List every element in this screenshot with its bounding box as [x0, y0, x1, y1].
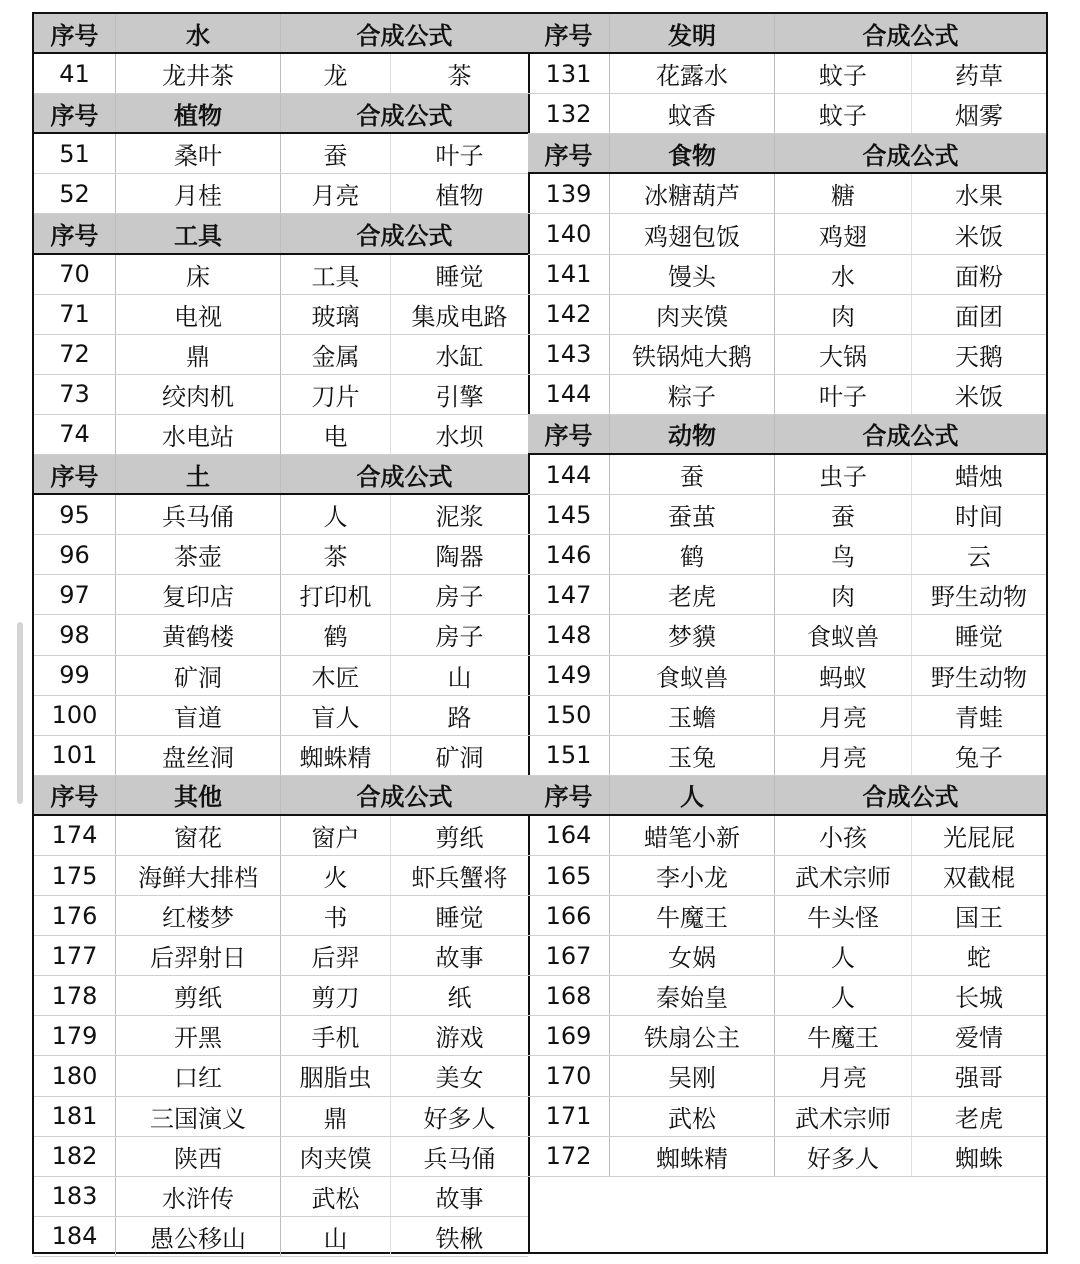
ingredient-b: 铁楸 [435, 1224, 484, 1253]
section-header [528, 415, 1046, 455]
ingredient-a: 鸡翅 [775, 214, 912, 253]
item-name: 盲道 [116, 696, 281, 735]
ingredient-b: 路 [447, 703, 472, 732]
ingredient-a: 人 [775, 936, 912, 975]
header-category: 土 [116, 455, 281, 493]
ingredient-a: 蚊子 [775, 94, 912, 133]
table-row [528, 214, 1046, 254]
header-category: 工具 [116, 214, 281, 252]
item-number: 175 [34, 856, 116, 895]
header-number: 序号 [34, 214, 116, 252]
ingredient-a: 糖 [775, 174, 912, 213]
ingredient-a: 武术宗师 [775, 1097, 912, 1136]
item-number: 132 [528, 94, 610, 133]
table-row [528, 1056, 1046, 1096]
table-row [34, 575, 528, 615]
item-name: 鹤 [610, 535, 775, 574]
item-name: 月桂 [116, 174, 281, 213]
item-number: 96 [34, 535, 116, 574]
ingredient-b: 睡觉 [955, 623, 1003, 652]
item-number: 70 [34, 255, 116, 294]
item-number: 184 [34, 1217, 116, 1256]
table-row [528, 455, 1046, 495]
item-name: 蚕 [610, 455, 775, 494]
ingredient-b: 房子 [435, 623, 484, 652]
ingredient-b: 叶子 [435, 142, 484, 171]
section-header [34, 214, 528, 254]
ingredient-a: 肉夹馍 [281, 1137, 391, 1176]
item-name: 窗花 [116, 816, 281, 855]
item-name: 铁锅炖大鹅 [610, 335, 775, 374]
ingredient-b: 强哥 [955, 1064, 1003, 1093]
item-number: 150 [528, 696, 610, 735]
item-name: 馒头 [610, 255, 775, 294]
item-number: 100 [34, 696, 116, 735]
ingredient-a: 窗户 [281, 816, 391, 855]
header-number: 序号 [34, 455, 116, 493]
header-number: 序号 [34, 776, 116, 814]
item-name: 盘丝洞 [116, 736, 281, 775]
table-row [528, 174, 1046, 214]
table-row [34, 936, 528, 976]
item-number: 183 [34, 1177, 116, 1216]
section-header [528, 134, 1046, 174]
item-number: 71 [34, 295, 116, 334]
item-name: 老虎 [610, 575, 775, 614]
ingredient-a: 鸟 [775, 535, 912, 574]
ingredient-a: 肉 [775, 575, 912, 614]
item-name: 剪纸 [116, 976, 281, 1015]
item-number: 101 [34, 736, 116, 775]
table-row [34, 1177, 528, 1217]
ingredient-a: 山 [281, 1217, 391, 1256]
ingredient-a: 金属 [281, 335, 391, 374]
item-number: 171 [528, 1097, 610, 1136]
item-number: 177 [34, 936, 116, 975]
table-row [528, 816, 1046, 856]
ingredient-a: 大锅 [775, 335, 912, 374]
ingredient-b: 光屁屁 [943, 823, 1015, 852]
ingredient-a: 蚂蚁 [775, 656, 912, 695]
item-number: 176 [34, 896, 116, 935]
ingredient-a: 胭脂虫 [281, 1056, 391, 1095]
ingredient-b: 长城 [955, 984, 1003, 1013]
item-number: 139 [528, 174, 610, 213]
item-number: 151 [528, 736, 610, 775]
header-category: 水 [116, 14, 281, 52]
item-name: 鼎 [116, 335, 281, 374]
table-row [528, 295, 1046, 335]
ingredient-b: 矿洞 [435, 743, 484, 772]
ingredient-b: 故事 [435, 1184, 484, 1213]
ingredient-b: 水坝 [435, 422, 484, 451]
item-number: 181 [34, 1097, 116, 1136]
table-row [34, 134, 528, 174]
table-row [528, 896, 1046, 936]
table-row [34, 856, 528, 896]
ingredient-a: 刀片 [281, 375, 391, 414]
header-category: 人 [610, 776, 775, 814]
ingredient-a: 龙 [281, 54, 391, 93]
item-number: 147 [528, 575, 610, 614]
item-number: 180 [34, 1056, 116, 1095]
item-name: 水电站 [116, 415, 281, 454]
item-name: 矿洞 [116, 656, 281, 695]
ingredient-a: 木匠 [281, 656, 391, 695]
ingredient-a: 月亮 [775, 1056, 912, 1095]
ingredient-a: 鼎 [281, 1097, 391, 1136]
table-row [34, 615, 528, 655]
item-name: 后羿射日 [116, 936, 281, 975]
item-name: 蚊香 [610, 94, 775, 133]
ingredient-a: 后羿 [281, 936, 391, 975]
item-number: 95 [34, 495, 116, 534]
item-name: 蜡笔小新 [610, 816, 775, 855]
table-row [34, 255, 528, 295]
item-number: 74 [34, 415, 116, 454]
ingredient-a: 盲人 [281, 696, 391, 735]
recipe-table [32, 12, 1048, 1254]
item-number: 142 [528, 295, 610, 334]
table-row [528, 696, 1046, 736]
right-column [528, 14, 1046, 1177]
ingredient-b: 故事 [435, 944, 484, 973]
item-number: 98 [34, 615, 116, 654]
item-number: 149 [528, 656, 610, 695]
ingredient-b: 纸 [447, 984, 472, 1013]
item-name: 床 [116, 255, 281, 294]
item-name: 复印店 [116, 575, 281, 614]
section-header [34, 776, 528, 816]
item-name: 玉兔 [610, 736, 775, 775]
ingredient-a: 书 [281, 896, 391, 935]
table-row [34, 1097, 528, 1137]
table-row [528, 736, 1046, 776]
item-name: 开黑 [116, 1016, 281, 1055]
ingredient-b: 集成电路 [411, 302, 508, 331]
item-name: 三国演义 [116, 1097, 281, 1136]
header-category: 动物 [610, 415, 775, 453]
ingredient-b: 云 [967, 543, 991, 572]
item-name: 龙井茶 [116, 54, 281, 93]
table-row [528, 1137, 1046, 1177]
ingredient-a: 月亮 [775, 736, 912, 775]
ingredient-b: 引擎 [435, 382, 484, 411]
header-formula: 合成公式 [356, 101, 453, 130]
table-row [528, 335, 1046, 375]
ingredient-a: 月亮 [281, 174, 391, 213]
header-formula: 合成公式 [356, 462, 453, 491]
item-number: 144 [528, 455, 610, 494]
item-name: 武松 [610, 1097, 775, 1136]
ingredient-b: 兵马俑 [423, 1144, 496, 1173]
item-number: 167 [528, 936, 610, 975]
item-number: 99 [34, 656, 116, 695]
table-row [528, 495, 1046, 535]
item-name: 口红 [116, 1056, 281, 1095]
item-name: 水浒传 [116, 1177, 281, 1216]
ingredient-a: 好多人 [775, 1137, 912, 1176]
ingredient-a: 牛头怪 [775, 896, 912, 935]
header-category: 发明 [610, 14, 775, 52]
table-row [528, 54, 1046, 94]
table-row [34, 696, 528, 736]
header-category: 其他 [116, 776, 281, 814]
item-name: 黄鹤楼 [116, 615, 281, 654]
ingredient-a: 叶子 [775, 375, 912, 414]
item-number: 143 [528, 335, 610, 374]
item-number: 144 [528, 375, 610, 414]
ingredient-b: 剪纸 [435, 823, 484, 852]
table-row [34, 54, 528, 94]
item-number: 41 [34, 54, 116, 93]
ingredient-b: 茶 [447, 62, 472, 91]
table-row [34, 1217, 528, 1257]
section-header [528, 776, 1046, 816]
item-name: 海鲜大排档 [116, 856, 281, 895]
table-row [34, 174, 528, 214]
item-number: 182 [34, 1137, 116, 1176]
item-number: 72 [34, 335, 116, 374]
ingredient-b: 野生动物 [931, 583, 1027, 612]
ingredient-b: 时间 [955, 503, 1003, 532]
item-number: 52 [34, 174, 116, 213]
header-number: 序号 [34, 14, 116, 52]
item-number: 168 [528, 976, 610, 1015]
header-number: 序号 [528, 134, 610, 172]
table-row [34, 375, 528, 415]
item-number: 148 [528, 615, 610, 654]
left-column [34, 14, 530, 1252]
table-row [528, 856, 1046, 896]
item-name: 食蚁兽 [610, 656, 775, 695]
ingredient-b: 游戏 [435, 1024, 484, 1053]
header-category: 食物 [610, 134, 775, 172]
ingredient-a: 月亮 [775, 696, 912, 735]
item-name: 花露水 [610, 54, 775, 93]
item-name: 红楼梦 [116, 896, 281, 935]
ingredient-b: 药草 [955, 62, 1003, 91]
item-name: 蜘蛛精 [610, 1137, 775, 1176]
ingredient-b: 水果 [955, 182, 1003, 211]
table-row [34, 656, 528, 696]
item-name: 女娲 [610, 936, 775, 975]
ingredient-a: 剪刀 [281, 976, 391, 1015]
header-formula: 合成公式 [862, 141, 959, 170]
ingredient-a: 水 [775, 255, 912, 294]
ingredient-a: 茶 [281, 535, 391, 574]
item-name: 铁扇公主 [610, 1016, 775, 1055]
header-number: 序号 [528, 776, 610, 814]
ingredient-a: 蚕 [775, 495, 912, 534]
table-row [34, 1056, 528, 1096]
header-number: 序号 [528, 14, 610, 52]
ingredient-a: 蚕 [281, 134, 391, 173]
ingredient-b: 米饭 [955, 222, 1003, 251]
ingredient-a: 虫子 [775, 455, 912, 494]
item-name: 蚕茧 [610, 495, 775, 534]
item-name: 梦貘 [610, 615, 775, 654]
ingredient-b: 蜡烛 [955, 463, 1003, 492]
ingredient-a: 电 [281, 415, 391, 454]
item-name: 电视 [116, 295, 281, 334]
header-formula: 合成公式 [356, 222, 453, 251]
item-number: 165 [528, 856, 610, 895]
ingredient-a: 手机 [281, 1016, 391, 1055]
item-name: 玉蟾 [610, 696, 775, 735]
item-number: 170 [528, 1056, 610, 1095]
item-number: 164 [528, 816, 610, 855]
item-number: 179 [34, 1016, 116, 1055]
item-number: 131 [528, 54, 610, 93]
item-number: 141 [528, 255, 610, 294]
table-row [34, 495, 528, 535]
ingredient-b: 陶器 [435, 543, 484, 572]
table-row [528, 255, 1046, 295]
table-row [528, 976, 1046, 1016]
item-number: 178 [34, 976, 116, 1015]
item-name: 牛魔王 [610, 896, 775, 935]
item-number: 140 [528, 214, 610, 253]
header-category: 植物 [116, 94, 281, 132]
table-row [34, 1016, 528, 1056]
section-header [528, 14, 1046, 54]
header-number: 序号 [528, 415, 610, 453]
item-number: 145 [528, 495, 610, 534]
item-name: 陕西 [116, 1137, 281, 1176]
item-number: 73 [34, 375, 116, 414]
table-row [34, 295, 528, 335]
item-name: 兵马俑 [116, 495, 281, 534]
table-row [528, 656, 1046, 696]
item-number: 146 [528, 535, 610, 574]
ingredient-a: 打印机 [281, 575, 391, 614]
ingredient-b: 烟雾 [955, 102, 1003, 131]
table-row [34, 1137, 528, 1177]
ingredient-b: 植物 [435, 182, 484, 211]
table-row [34, 335, 528, 375]
ingredient-a: 鹤 [281, 615, 391, 654]
ingredient-b: 天鹅 [955, 342, 1003, 371]
table-row [528, 1097, 1046, 1137]
section-header [34, 14, 528, 54]
scrollbar[interactable] [17, 622, 23, 804]
ingredient-a: 武松 [281, 1177, 391, 1216]
table-row [34, 736, 528, 776]
item-name: 吴刚 [610, 1056, 775, 1095]
item-name: 秦始皇 [610, 976, 775, 1015]
ingredient-a: 玻璃 [281, 295, 391, 334]
table-row [34, 816, 528, 856]
item-number: 51 [34, 134, 116, 173]
header-formula: 合成公式 [862, 21, 959, 50]
ingredient-b: 睡觉 [435, 262, 484, 291]
ingredient-b: 面粉 [955, 262, 1003, 291]
ingredient-b: 国王 [955, 904, 1003, 933]
ingredient-b: 老虎 [955, 1104, 1003, 1133]
table-row [528, 575, 1046, 615]
table-row [34, 976, 528, 1016]
ingredient-b: 美女 [435, 1064, 484, 1093]
ingredient-a: 蚊子 [775, 54, 912, 93]
ingredient-a: 小孩 [775, 816, 912, 855]
ingredient-a: 火 [281, 856, 391, 895]
ingredient-b: 蜘蛛 [955, 1144, 1003, 1173]
item-name: 桑叶 [116, 134, 281, 173]
table-row [528, 615, 1046, 655]
ingredient-b: 双截棍 [943, 864, 1015, 893]
header-formula: 合成公式 [356, 783, 453, 812]
item-name: 鸡翅包饭 [610, 214, 775, 253]
ingredient-a: 人 [775, 976, 912, 1015]
item-number: 174 [34, 816, 116, 855]
table-row [34, 896, 528, 936]
item-name: 李小龙 [610, 856, 775, 895]
item-name: 粽子 [610, 375, 775, 414]
table-row [528, 535, 1046, 575]
item-name: 冰糖葫芦 [610, 174, 775, 213]
ingredient-b: 睡觉 [435, 904, 484, 933]
header-formula: 合成公式 [862, 783, 959, 812]
ingredient-b: 爱情 [955, 1024, 1003, 1053]
ingredient-b: 蛇 [967, 944, 991, 973]
ingredient-b: 青蛙 [955, 703, 1003, 732]
ingredient-b: 虾兵蟹将 [411, 864, 508, 893]
ingredient-b: 山 [447, 663, 472, 692]
item-name: 愚公移山 [116, 1217, 281, 1256]
ingredient-b: 兔子 [955, 743, 1003, 772]
table-row [528, 375, 1046, 415]
table-row [34, 535, 528, 575]
ingredient-a: 工具 [281, 255, 391, 294]
ingredient-b: 泥浆 [435, 503, 484, 532]
item-number: 172 [528, 1137, 610, 1176]
ingredient-b: 米饭 [955, 382, 1003, 411]
item-number: 97 [34, 575, 116, 614]
table-row [528, 1016, 1046, 1056]
ingredient-a: 武术宗师 [775, 856, 912, 895]
ingredient-a: 蜘蛛精 [281, 736, 391, 775]
table-row [528, 94, 1046, 134]
ingredient-a: 食蚁兽 [775, 615, 912, 654]
item-name: 绞肉机 [116, 375, 281, 414]
item-name: 茶壶 [116, 535, 281, 574]
table-row [528, 936, 1046, 976]
header-number: 序号 [34, 94, 116, 132]
header-formula: 合成公式 [862, 422, 959, 451]
ingredient-a: 肉 [775, 295, 912, 334]
ingredient-b: 野生动物 [931, 663, 1027, 692]
section-header [34, 94, 528, 134]
ingredient-b: 水缸 [435, 342, 484, 371]
ingredient-b: 房子 [435, 583, 484, 612]
ingredient-b: 好多人 [423, 1104, 496, 1133]
item-number: 169 [528, 1016, 610, 1055]
section-header [34, 455, 528, 495]
table-row [34, 415, 528, 455]
item-number: 166 [528, 896, 610, 935]
item-name: 肉夹馍 [610, 295, 775, 334]
ingredient-a: 牛魔王 [775, 1016, 912, 1055]
ingredient-b: 面团 [955, 302, 1003, 331]
header-formula: 合成公式 [356, 21, 453, 50]
ingredient-a: 人 [281, 495, 391, 534]
